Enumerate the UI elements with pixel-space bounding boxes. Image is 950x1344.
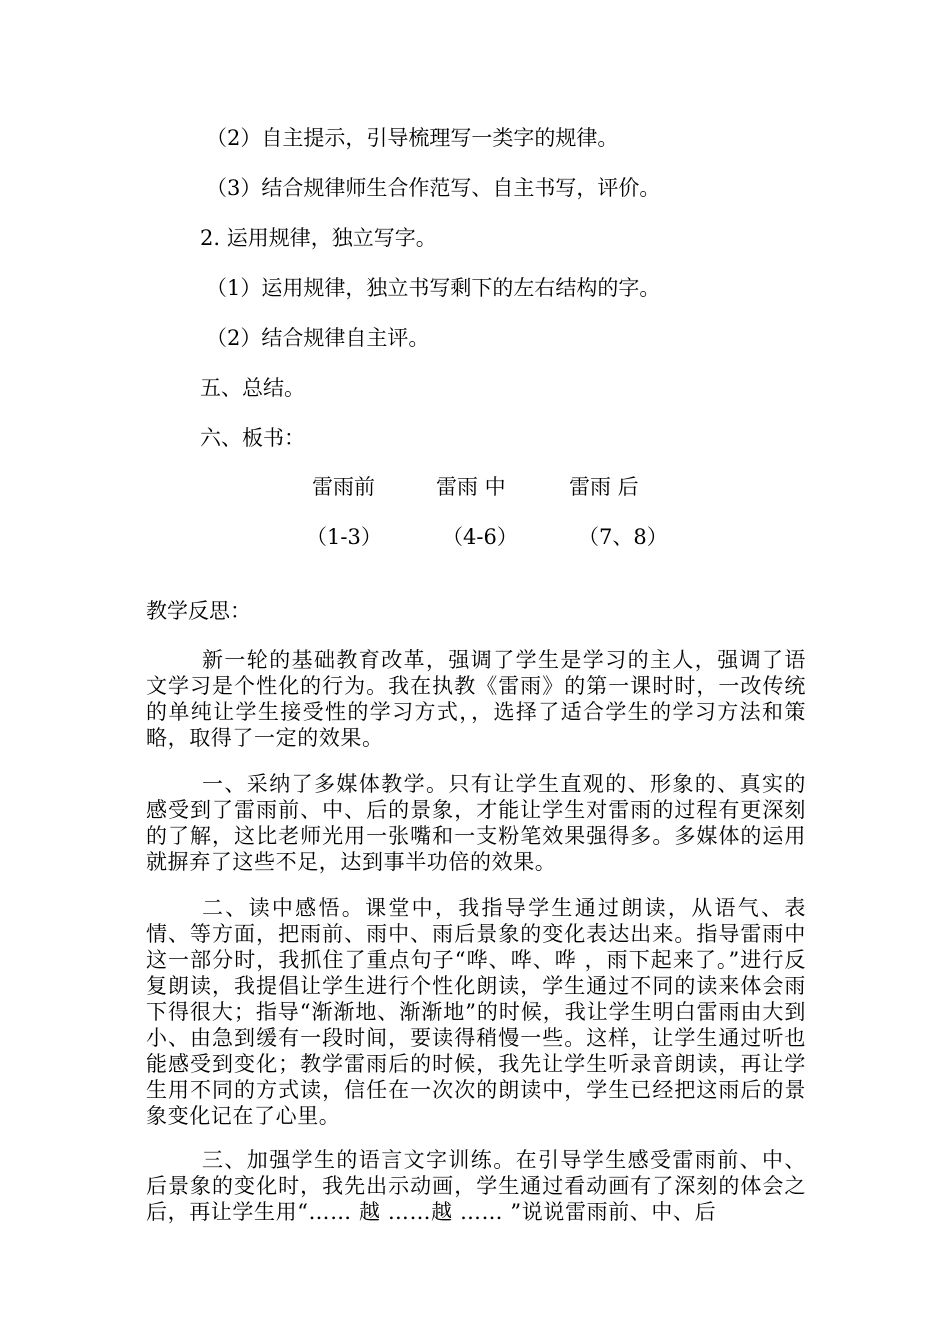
board-before: 雷雨前: [312, 475, 375, 499]
reflection-paragraph: 一、采纳了多媒体教学。只有让学生直观的、形象的、真实的感受到了雷雨前、中、后的景象，才能让学生对雷雨的过程有更深刻的了解，这比老师光用一张嘴和一支粉笔效果强得多。多媒体的运用就摒弃了这些不足，达到事半功倍的效果。: [146, 772, 806, 874]
board-before-range: （1-3）: [306, 525, 382, 549]
reflection-paragraph: 二、读中感悟。课堂中，我指导学生通过朗读，从语气、表情、等方面，把雨前、雨中、雨后景象的变化表达出来。指导雷雨中这一部分时，我抓住了重点句子“哗、哗、哗 ，雨下起来了。”进行反复朗读，我提倡让学生进行个性化朗读，学生通过不同的读来体会雨下得很大；指导“渐渐地、渐渐地”的时候，我让学生明白雷雨由大到小、由急到缓有一段时间，要读得稍慢一些。这样，让学生通过听也能感受到变化；教学雷雨后的时候，我先让学生听录音朗读，再让学生用不同的方式读，信任在一次次的朗读中，学生已经把这雨后的景象变化记在了心里。: [146, 896, 806, 1128]
reflection-paragraph: 三、加强学生的语言文字训练。在引导学生感受雷雨前、中、后景象的变化时，我先出示动画，学生通过看动画有了深刻的体会之后，再让学生用“…… 越 ……越 …… ”说说雷雨前、中、后: [146, 1148, 806, 1224]
section-heading: 五、总结。: [200, 376, 305, 400]
board-after: 雷雨 后: [569, 475, 639, 499]
reflection-title: 教学反思：: [146, 599, 251, 623]
step-line: （2）结合规律自主评。: [206, 326, 430, 350]
step-line: （1）运用规律，独立书写剩下的左右结构的字。: [206, 276, 661, 300]
board-during-range: （4-6）: [442, 525, 518, 549]
step-line: （3）结合规律师生合作范写、自主书写，评价。: [206, 176, 661, 200]
section-heading: 六、板书：: [200, 426, 305, 450]
step-line: 2. 运用规律，独立写字。: [200, 226, 437, 250]
board-during: 雷雨 中: [436, 475, 506, 499]
reflection-paragraph: 新一轮的基础教育改革，强调了学生是学习的主人，强调了语文学习是个性化的行为。我在执教《雷雨》的第一课时时，一改传统的单纯让学生接受性的学习方式，，选择了适合学生的学习方法和策略，取得了一定的效果。: [146, 648, 806, 750]
step-line: （2）自主提示，引导梳理写一类字的规律。: [206, 126, 619, 150]
board-after-range: （7、8）: [578, 525, 668, 549]
